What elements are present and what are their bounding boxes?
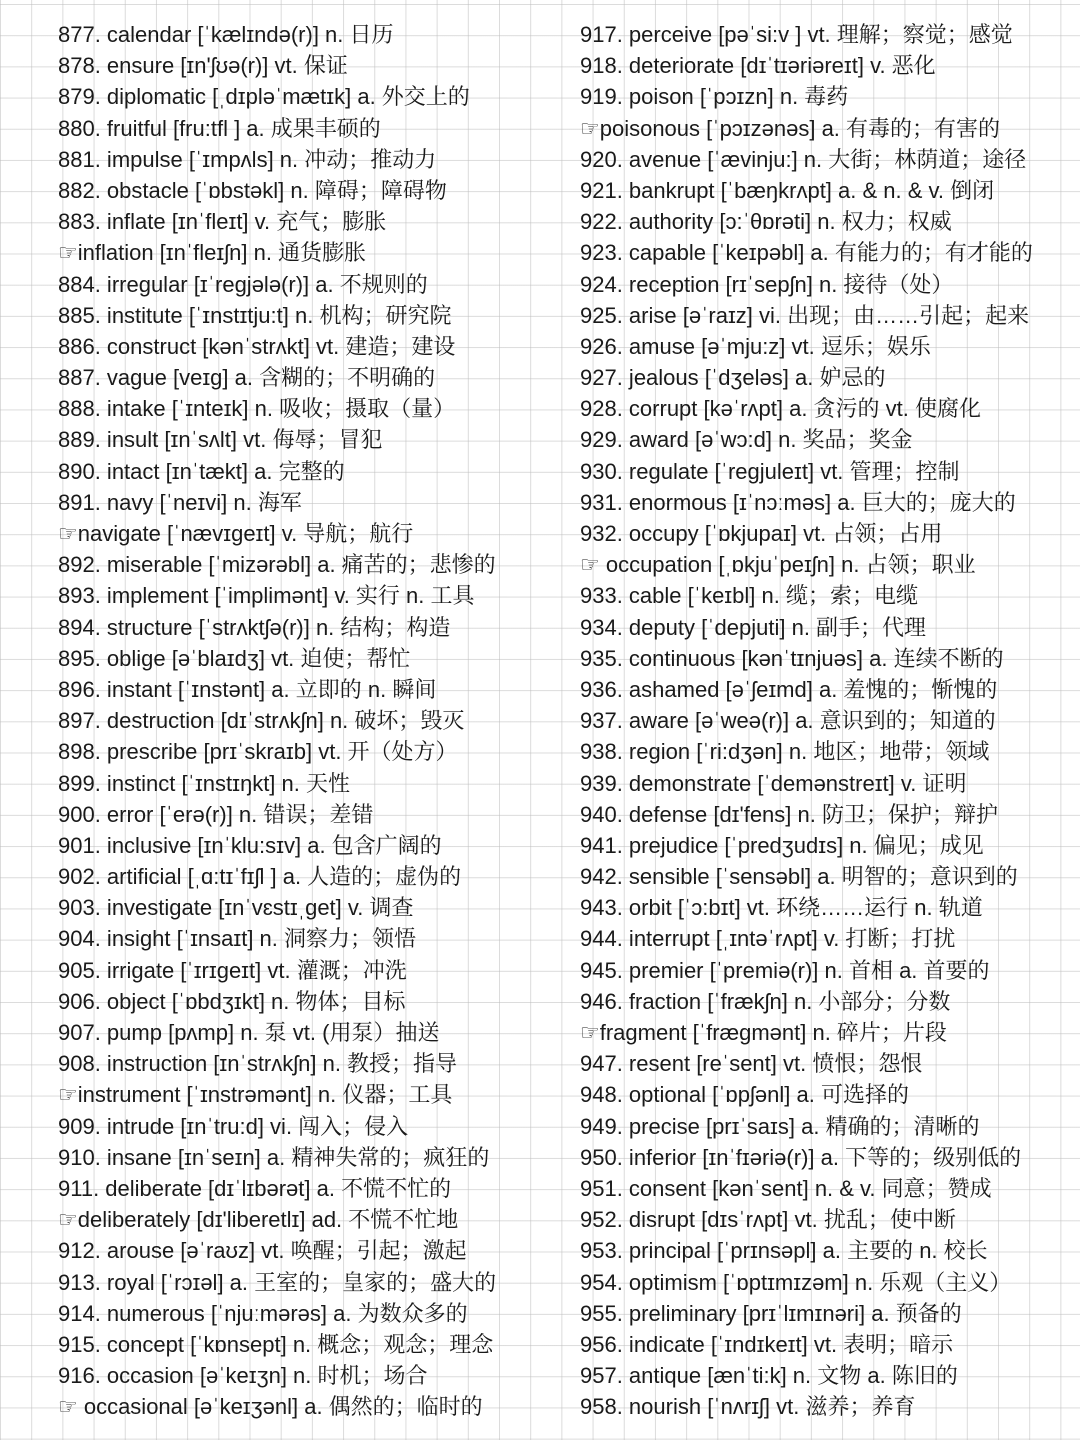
vocab-entry: 958. nourish [ˈnʌrɪʃ] vt. 滋养；养育	[580, 1394, 916, 1420]
vocab-entry: ☞deliberately [dɪ'liberetlɪ] ad. 不慌不忙地	[58, 1207, 459, 1233]
vocab-entry: 903. investigate [ɪnˈvɛstɪˌget] v. 调查	[58, 895, 414, 921]
vocab-entry: 927. jealous [ˈdʒeləs] a. 妒忌的	[580, 365, 886, 391]
vocab-entry: 899. instinct [ˈɪnstɪŋkt] n. 天性	[58, 770, 350, 796]
vocab-entry: 887. vague [veɪg] a. 含糊的；不明确的	[58, 365, 436, 391]
vocab-entry: 954. optimism [ˈɒptɪmɪzəm] n. 乐观（主义）	[580, 1269, 1012, 1295]
vocab-entry: ☞navigate [ˈnævɪgeɪt] v. 导航；航行	[58, 521, 414, 546]
vocab-entry: 950. inferior [ɪnˈfɪəriə(r)] a. 下等的；级别低的	[580, 1144, 1022, 1170]
vocab-entry: 951. consent [kənˈsent] n. & v. 同意；赞成	[580, 1175, 992, 1201]
vocab-entry: 882. obstacle [ˈɒbstəkl] n. 障碍；障碍物	[58, 177, 447, 203]
vocab-entry: 900. error [ˈerə(r)] n. 错误；差错	[58, 801, 374, 827]
vocab-entry: 910. insane [ɪnˈseɪn] a. 精神失常的；疯狂的	[58, 1144, 490, 1170]
vocab-entry: 932. occupy [ˈɒkjupaɪ] vt. 占领；占用	[580, 521, 943, 546]
vocab-entry: 936. ashamed [əˈʃeɪmd] a. 羞愧的；惭愧的	[580, 676, 998, 702]
vocab-entry: 905. irrigate [ˈɪrɪgeɪt] vt. 灌溉；冲洗	[58, 957, 407, 983]
vocab-entry: 890. intact [ɪnˈtækt] a. 完整的	[58, 458, 345, 484]
vocab-entry: 953. principal [ˈprɪnsəpl] a. 主要的 n. 校长	[580, 1238, 988, 1264]
vocab-entry: 894. structure [ˈstrʌktʃə(r)] n. 结构；构造	[58, 614, 451, 640]
vocab-entry: 918. deteriorate [dɪˈtɪəriəreɪt] v. 恶化	[580, 53, 936, 79]
vocab-entry: ☞ occasional [əˈkeɪʒənl] a. 偶然的；临时的	[58, 1394, 483, 1420]
vocab-entry: ☞instrument [ˈɪnstrəmənt] n. 仪器；工具	[58, 1082, 453, 1108]
right-column	[580, 19, 1075, 1422]
vocab-entry: 934. deputy [ˈdepjuti] n. 副手；代理	[580, 614, 927, 640]
vocab-entry: 945. premier [ˈpremiə(r)] n. 首相 a. 首要的	[580, 957, 990, 983]
vocab-entry: 914. numerous [ˈnjuːmərəs] a. 为数众多的	[58, 1300, 468, 1326]
vocab-entry: 928. corrupt [kəˈrʌpt] a. 贪污的 vt. 使腐化	[580, 396, 981, 422]
vocab-entry: 919. poison [ˈpɔɪzn] n. 毒药	[580, 84, 849, 110]
vocab-entry: 902. artificial [ˌɑ:tɪˈfɪʃl ] a. 人造的；虚伪的	[58, 864, 462, 890]
vocab-entry: 888. intake [ˈɪnteɪk] n. 吸收；摄取（量）	[58, 396, 456, 422]
vocab-entry: 891. navy [ˈneɪvi] n. 海军	[58, 489, 302, 515]
vocab-entry: 930. regulate [ˈregjuleɪt] vt. 管理；控制	[580, 458, 960, 484]
vocab-entry: 937. aware [əˈweə(r)] a. 意识到的；知道的	[580, 708, 996, 734]
vocab-entry: 878. ensure [ɪn'ʃʊə(r)] vt. 保证	[58, 53, 348, 79]
vocab-entry: 941. prejudice [ˈpredʒudɪs] n. 偏见；成见	[580, 832, 984, 858]
vocab-entry: 949. precise [prɪˈsaɪs] a. 精确的；清晰的	[580, 1113, 980, 1139]
vocab-entry: 883. inflate [ɪnˈfleɪt] v. 充气；膨胀	[58, 209, 387, 235]
vocab-entry: 889. insult [ɪnˈsʌlt] vt. 侮辱；冒犯	[58, 427, 383, 453]
vocab-entry: 915. concept [ˈkɒnsept] n. 概念；观念；理念	[58, 1331, 494, 1357]
vocab-entry: 885. institute [ˈɪnstɪtju:t] n. 机构；研究院	[58, 302, 452, 328]
vocab-entry: 884. irregular [ɪˈregjələ(r)] a. 不规则的	[58, 271, 428, 297]
vocab-entry: 901. inclusive [ɪnˈklu:sɪv] a. 包含广阔的	[58, 832, 442, 858]
vocab-entry: 886. construct [kənˈstrʌkt] vt. 建造；建设	[58, 333, 456, 359]
vocab-entry: 877. calendar [ˈkælɪndə(r)] n. 日历	[58, 22, 394, 47]
vocab-entry: 926. amuse [əˈmju:z] vt. 逗乐；娱乐	[580, 333, 931, 359]
vocab-entry: 955. preliminary [prɪˈlɪmɪnəri] a. 预备的	[580, 1300, 962, 1326]
vocab-entry: 952. disrupt [dɪsˈrʌpt] vt. 扰乱；使中断	[580, 1207, 956, 1233]
vocab-entry: 907. pump [pʌmp] n. 泵 vt. (用泵）抽送	[58, 1020, 440, 1045]
vocab-entry: 943. orbit [ˈɔ:bɪt] vt. 环绕……运行 n. 轨道	[580, 895, 983, 921]
vocab-entry: 920. avenue [ˈævinju:] n. 大街；林荫道；途径	[580, 146, 1027, 172]
vocab-entry: 904. insight [ˈɪnsaɪt] n. 洞察力；领悟	[58, 926, 417, 952]
vocab-entry: ☞fragment [ˈfrægmənt] n. 碎片；片段	[580, 1020, 947, 1045]
vocab-entry: 956. indicate [ˈɪndɪkeɪt] vt. 表明；暗示	[580, 1331, 954, 1357]
vocab-entry: 909. intrude [ɪnˈtru:d] vi. 闯入；侵入	[58, 1113, 409, 1139]
vocab-entry: 925. arise [əˈraɪz] vi. 出现；由……引起；起来	[580, 302, 1030, 328]
vocab-entry: 939. demonstrate [ˈdemənstreɪt] v. 证明	[580, 770, 967, 796]
vocab-entry: 908. instruction [ɪnˈstrʌkʃn] n. 教授；指导	[58, 1051, 458, 1077]
vocab-entry: 946. fraction [ˈfrækʃn] n. 小部分；分数	[580, 988, 951, 1014]
vocab-entry: 917. perceive [pəˈsi:v ] vt. 理解；察觉；感觉	[580, 22, 1013, 47]
vocab-entry: 940. defense [dɪ'fens] n. 防卫；保护；辩护	[580, 801, 998, 827]
vocab-entry: 881. impulse [ˈɪmpʌls] n. 冲动；推动力	[58, 146, 437, 172]
vocab-entry: 922. authority [ɔ:ˈθɒrəti] n. 权力；权威	[580, 209, 952, 235]
vocab-entry: 913. royal [ˈrɔɪəl] a. 王室的；皇家的；盛大的	[58, 1269, 497, 1295]
vocab-entry: 911. deliberate [dɪˈlɪbərət] a. 不慌不忙的	[58, 1175, 452, 1201]
left-column	[58, 19, 568, 1422]
vocab-entry: 896. instant [ˈɪnstənt] a. 立即的 n. 瞬间	[58, 676, 437, 702]
vocab-entry: ☞poisonous [ˈpɔɪzənəs] a. 有毒的；有害的	[580, 115, 1001, 141]
vocab-entry: 879. diplomatic [ˌdɪpləˈmætɪk] a. 外交上的	[58, 84, 470, 110]
vocab-entry: 916. occasion [əˈkeɪʒn] n. 时机；场合	[58, 1363, 428, 1389]
vocab-entry: ☞inflation [ɪnˈfleɪʃn] n. 通货膨胀	[58, 240, 367, 266]
vocab-entry: 929. award [əˈwɔ:d] n. 奖品；奖金	[580, 427, 913, 453]
vocab-entry: 935. continuous [kənˈtɪnjuəs] a. 连续不断的	[580, 645, 1004, 671]
vocab-entry: 906. object [ˈɒbdʒɪkt] n. 物体；目标	[58, 988, 406, 1014]
vocab-entry: 944. interrupt [ˌɪntəˈrʌpt] v. 打断；打扰	[580, 926, 956, 952]
vocab-entry: 942. sensible [ˈsensəbl] a. 明智的；意识到的	[580, 864, 1018, 890]
vocab-entry: 921. bankrupt [ˈbæŋkrʌpt] a. & n. & v. 倒闭	[580, 177, 995, 203]
vocab-entry: 897. destruction [dɪˈstrʌkʃn] n. 破坏；毁灭	[58, 708, 465, 734]
vocab-entry: 923. capable [ˈkeɪpəbl] a. 有能力的；有才能的	[580, 240, 1033, 266]
vocab-entry: ☞ occupation [ˌɒkjuˈpeɪʃn] n. 占领；职业	[580, 552, 976, 578]
vocab-entry: 924. reception [rɪˈsepʃn] n. 接待（处）	[580, 271, 954, 297]
vocab-entry: 948. optional [ˈɒpʃənl] a. 可选择的	[580, 1082, 909, 1108]
vocab-entry: 912. arouse [əˈraʊz] vt. 唤醒；引起；激起	[58, 1238, 467, 1264]
vocab-entry: 933. cable [ˈkeɪbl] n. 缆；索；电缆	[580, 583, 918, 609]
vocab-entry: 938. region [ˈri:dʒən] n. 地区；地带；领域	[580, 739, 990, 765]
vocab-entry: 931. enormous [ɪˈnɔːməs] a. 巨大的；庞大的	[580, 489, 1016, 515]
vocab-entry: 898. prescribe [prɪˈskraɪb] vt. 开（处方）	[58, 739, 458, 765]
vocab-entry: 892. miserable [ˈmizərəbl] a. 痛苦的；悲惨的	[58, 552, 496, 578]
vocab-entry: 895. oblige [əˈblaɪdʒ] vt. 迫使；帮忙	[58, 645, 411, 671]
vocab-entry: 957. antique [ænˈti:k] n. 文物 a. 陈旧的	[580, 1363, 958, 1389]
vocab-entry: 880. fruitful [fru:tfl ] a. 成果丰硕的	[58, 115, 381, 141]
vocab-entry: 893. implement [ˈimplimənt] v. 实行 n. 工具	[58, 583, 475, 609]
vocab-entry: 947. resent [reˈsent] vt. 愤恨；怨恨	[580, 1051, 923, 1077]
